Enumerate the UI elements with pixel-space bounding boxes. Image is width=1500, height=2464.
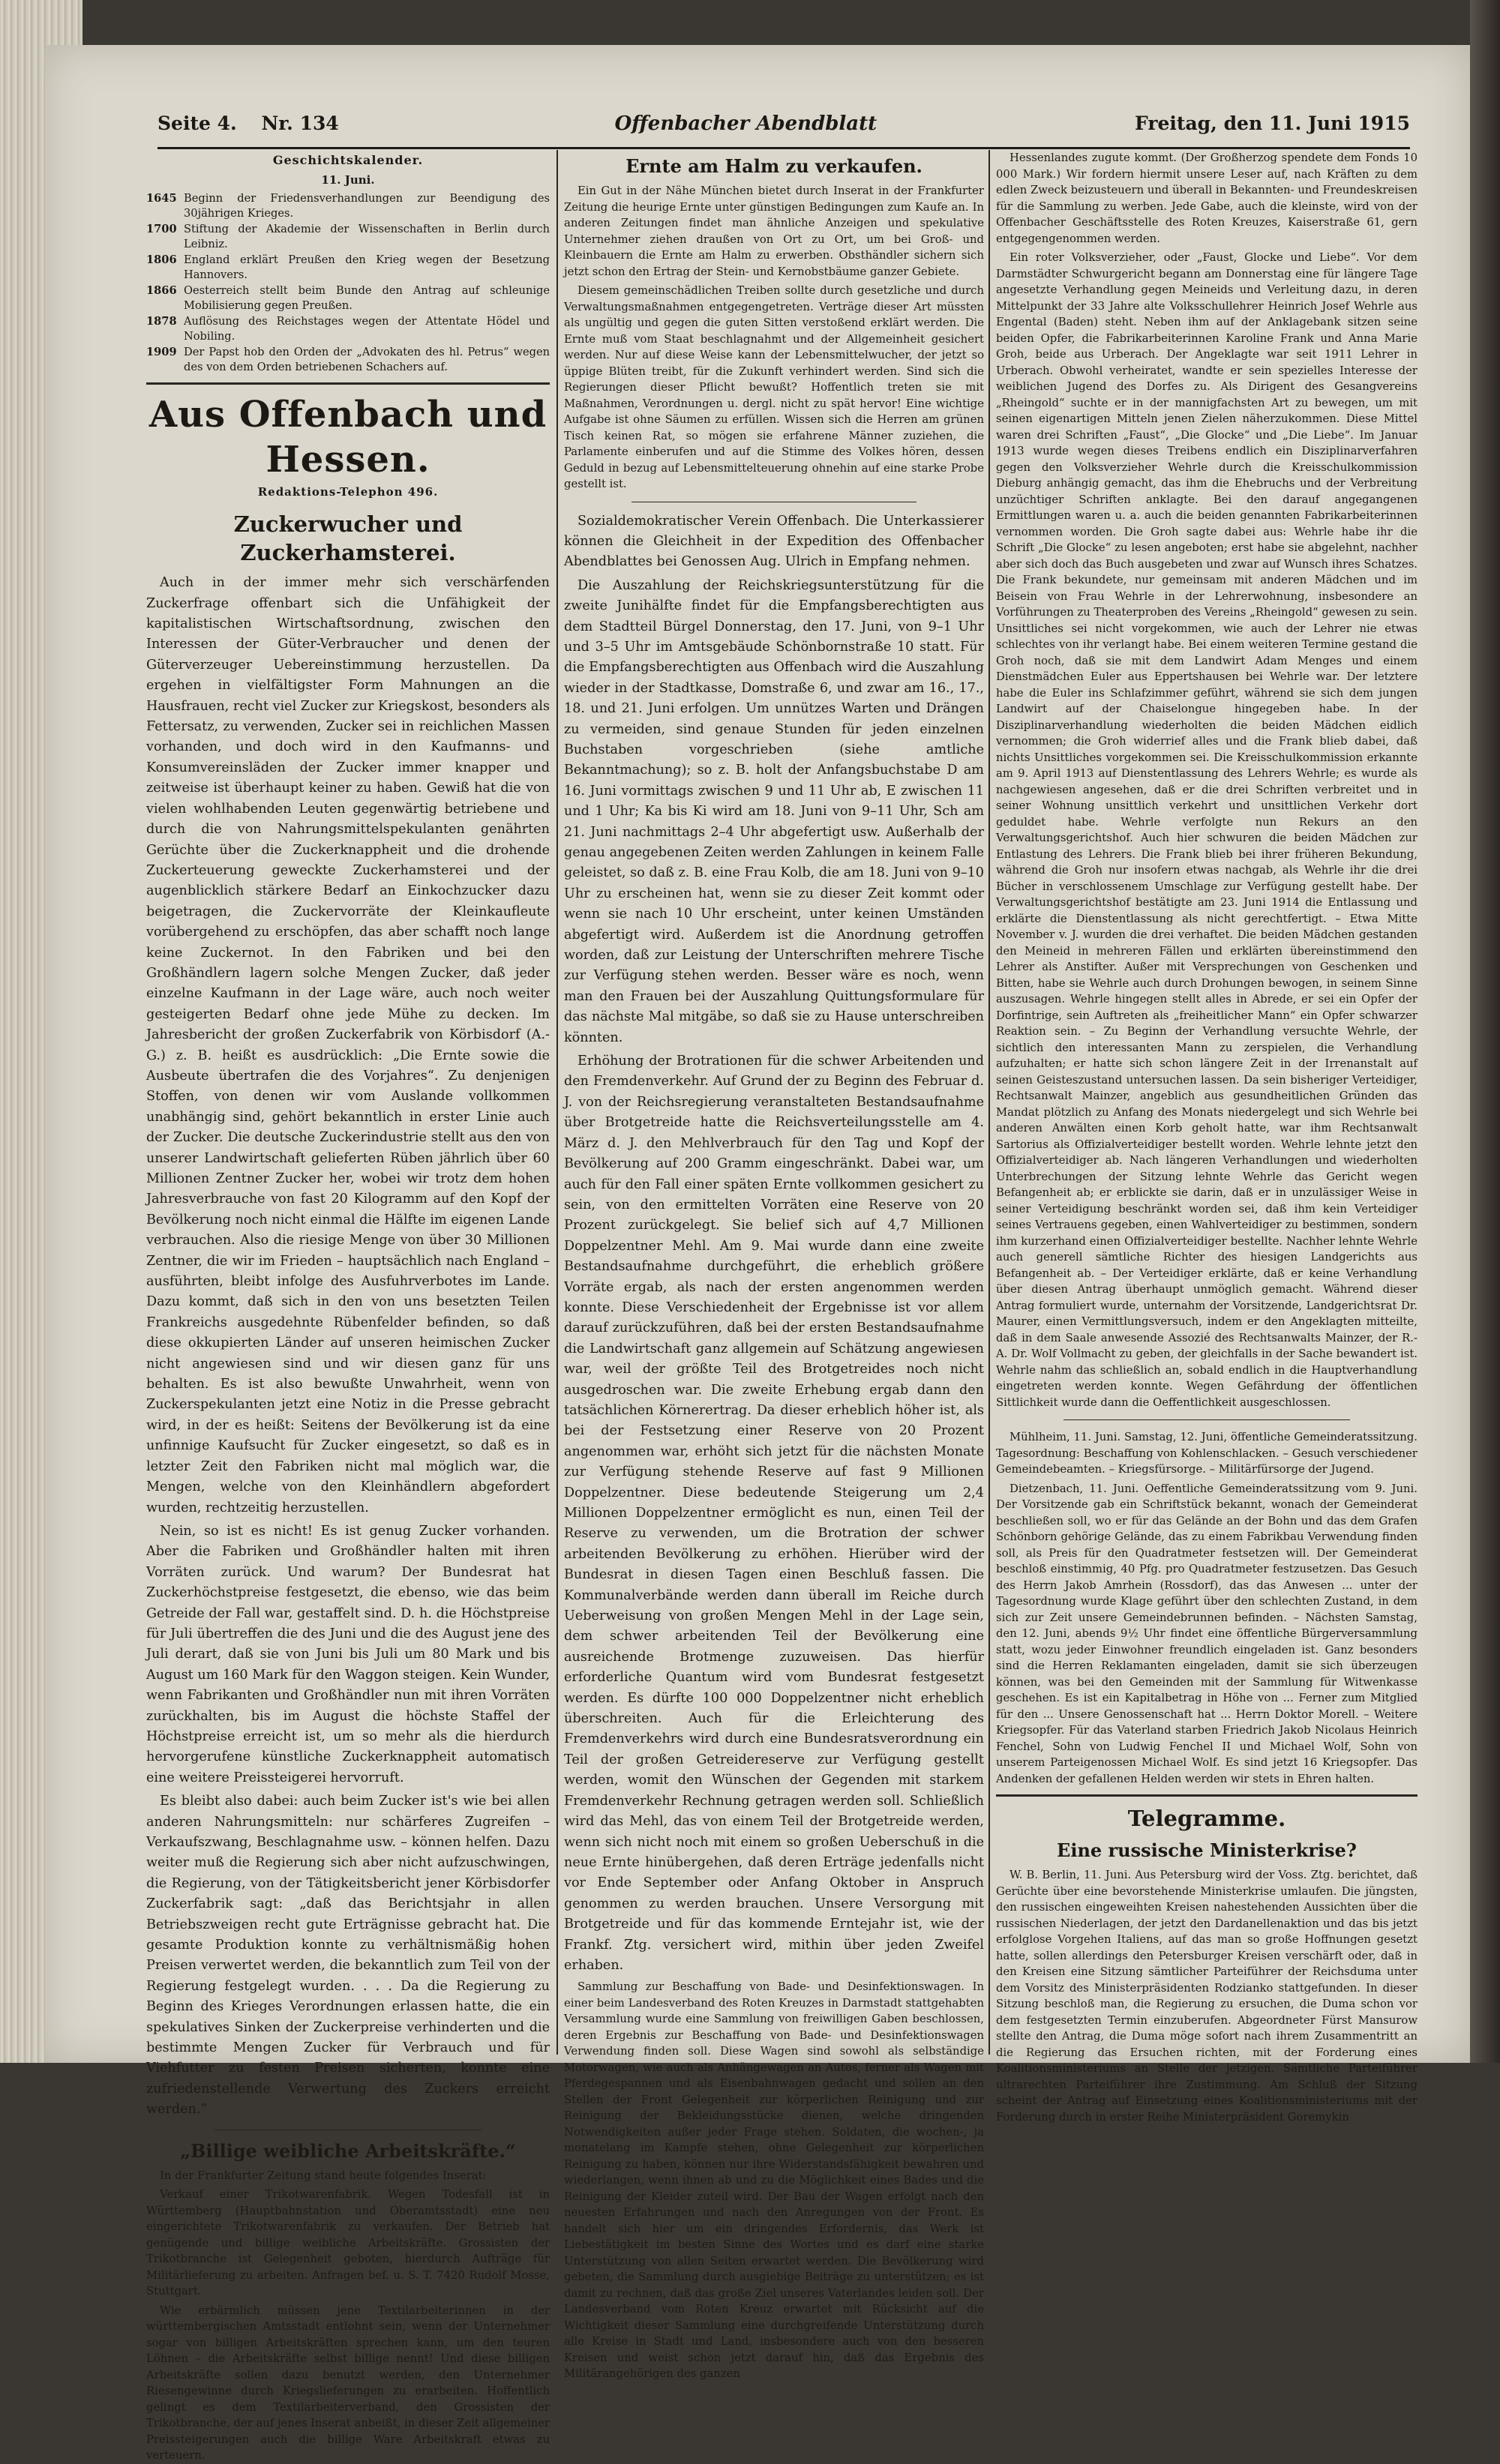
- calendar-entry: [146, 191, 550, 221]
- calendar-text: Stiftung der Akademie der Wissenschaften in Berlin durch Leibniz.: [184, 222, 550, 250]
- calendar-year: 1866: [146, 283, 177, 297]
- article-paragraph: Erhöhung der Brotrationen für die schwer Arbeitenden und den Fremdenverkehr. Auf Grund der zu Beginn des Februar d. J. von der Reichsregierung veranstalteten Bestandsaufnahme über Brotgetreide hatte die Reichsverteilungsstelle am 4. März d. J. den Mehlverbrauch für den Tag und Kopf der Bevölkerung auf 200 Gramm eingeschränkt. Dabei war, um auch für den Fall einer späten Ernte vollkommen gesichert zu sein, von den ermittelten Vorräten eine Reserve von 20 Prozent zurückgelegt. Sie belief sich auf 4,7 Millionen Doppelzentner Mehl. Am 9. Mai wurde dann eine zweite Bestandsaufnahme durchgeführt, die erheblich größere Vorräte ergab, als nach der ersten angenommen werden konnte. Diese Verschiedenheit der Ergebnisse ist vor allem darauf zurückzuführen, daß bei der ersten Bestandsaufnahme die Landwirtschaft ganz allgemein auf Schätzung angewiesen war, weil der größte Teil des Brotgetreides noch nicht ausgedroschen war. Die zweite Erhebung ergab dann den tatsächlichen Körnerertrag. Da dieser erheblich höher ist, als bei der Festsetzung einer Reserve von 20 Prozent angenommen war, erhöht sich jetzt für die nächsten Monate zur Verfügung stehende Reserve auf fast 9 Millionen Doppelzentner. Diese bedeutende Steigerung um 2,4 Millionen Doppelzentner ermöglicht es nun, einen Teil der Reserve zu verwenden, um die Brotration der schwer arbeitenden Bevölkerung zu erhöhen. Hierüber wird der Bundesrat in diesen Tagen einen Beschluß fassen. Die Kommunalverbände werden dann überall im Reiche durch Ueberweisung von großen Mengen Mehl in der Lage sein, dem schwer arbeitenden Teil der Bevölkerung eine ausreichende Brotmenge zuzuweisen. Das hierfür erforderliche Quantum wird vom Bundesrat festgesetzt werden. Es dürfte 100 000 Doppelzentner nicht erheblich überschreiten. Auch für die Erleichterung des Fremdenverkehrs wird durch eine Bundesratsverordnung ein Teil der großen Getreidereserve zur Verfügung gestellt werden, womit den Wünschen der Gegenden mit starkem Fremdenverkehr Rechnung getragen werden soll. Schließlich wird das Mehl, das von einem Teil der Brotgetreide werden, wenn sich nicht noch mit einem so großen Ueberschuß in die neue Ernte hinübergehen, daß deren Erträge jedenfalls nicht vor Ende September oder Anfang Oktober in Anspruch genommen zu werden brauchen. Unsere Versorgung mit Brotgetreide und für das kommende Erntejahr ist, wie der Frankf. Ztg. versichert wird, mithin über jeden Zweifel erhaben.: [564, 1054, 984, 1973]
- separator: [146, 382, 550, 385]
- page-shadow: [1470, 0, 1500, 2063]
- article-paragraph: In der Frankfurter Zeitung stand heute folgendes Inserat:: [160, 2169, 487, 2182]
- calendar-year: 1700: [146, 222, 177, 235]
- column-2: [564, 150, 984, 2381]
- calendar-text: England erklärt Preußen den Krieg wegen der Besetzung Hannovers.: [184, 253, 550, 281]
- page-header: [158, 112, 1410, 149]
- calendar-text: Oesterreich stellt beim Bunde den Antrag auf schleunige Mobilisierung gegen Preußen.: [184, 283, 550, 312]
- section-subtitle: Redaktions-Telephon 496.: [257, 484, 439, 499]
- calendar-entry: [146, 314, 550, 344]
- column-rule-1: [556, 150, 558, 2055]
- article-paragraph: Wie erbärmlich müssen jene Textilarbeiterinnen in der württembergischen Amtsstadt entlohnt sein, wenn der Unternehmer sogar von billigen Arbeitskräften sprechen kann, um den teuren Löhnen – die Arbeitskräfte selbst billige nennt! Und diese billigen Arbeitskräfte sollen dazu benutzt werden, den Unternehmer Riesengewinne durch Kriegslieferungen zu erarbeiten. Hoffentlich gelingt es dem Textilarbeiterverband, den Grossisten der Trikotbranche, der auf jenes Inserat anbeißt, in dieser Zeit allgemeiner Preissteigerungen auch die billige Ware Arbeitskraft etwas zu verteuern.: [146, 2304, 550, 2463]
- advertisement-quote: Verkauf einer Trikotwarenfabrik. Wegen Todesfall ist in Württemberg (Hauptbahnstation und Oberamtsstadt) eine neu eingerichtete Trikotwarenfabrik zu verkaufen. Der Betrieb hat genügende und billige weibliche Arbeitskräfte. Grossisten der Trikotbranche ist Gelegenheit geboten, hierdurch Aufträge für Militärlieferung zu arbeiten. Anfragen bef. u. S. T. 7420 Rudolf Mosse, Stuttgart.: [146, 2188, 550, 2298]
- header-left: [158, 112, 357, 134]
- article-paragraph: Dietzenbach, 11. Juni. Oeffentliche Gemeinderatssitzung vom 9. Juni. Der Vorsitzende gab ein Schriftstück bekannt, wonach der Gemeinderat beschließen soll, wo er für das Gelände an der Bohn und das dem Grafen Schönborn gehörige Gelände, das zu einem Fabrikbau Verwendung finden soll, als Preis für den Quadratmeter festsetzen will. Der Gemeinderat beschloß einstimmig, 40 Pfg. pro Quadratmeter festzusetzen. Das Gesuch des Herrn Jakob Amrhein (Rossdorf), das das Anwesen ... unter der Tagesordnung wurde Klage geführt über den schlechten Zustand, in dem sich zur Zeit unsere Gemeindebrunnen befinden. – Nächsten Samstag, den 12. Juni, abends 9½ Uhr findet eine öffentliche Bürgerversammlung statt, wozu jeder Einwohner freundlich eingeladen ist. Ganz besonders sind die Herren Reklamanten eingeladen, damit sie sich überzeugen können, was bei den Gemeinden mit der Sammlung für Witwenkasse geschehen. Es ist ein Kapitalbetrag in Höhe von ... Ferner zum Mitglied für den ... Unsere Genossenschaft hat ... Herrn Doktor Morell. – Weitere Kriegsopfer. Für das Vaterland starben Friedrich Jakob Nicolaus Heinrich Fenchel, Sohn von Ludwig Fenchel II und Michael Wolf, Sohn von unserem Parteigenossen Michael Wolf. Es sind jetzt 16 Kriegsopfer. Das Andenken der gefallenen Helden werden wir stets in Ehren halten.: [996, 1482, 1418, 1785]
- article-paragraph: Sozialdemokratischer Verein Offenbach. Die Unterkassierer können die Gleichheit in der Expedition des Offenbacher Abendblattes bei Genossen Aug. Ulrich in Empfang nehmen.: [564, 513, 984, 570]
- calendar-title: Geschichtskalender.: [272, 153, 424, 167]
- article-paragraph: Auch in der immer mehr sich verschärfenden Zuckerfrage offenbart sich die Unfähigkeit der kapitalistischen Wirtschaftsordnung, zwischen den Interessen der Güter-Verbraucher und denen der Güterverzeuger Uebereinstimmung herzustellen. Da ergehen in vielfältigster Form Mahnungen an die Hausfrauen, recht viel Zucker zur Kriegskost, besonders als Fettersatz, zu verwenden, Zucker sei in reichlichen Massen vorhanden, und doch wird in den Kaufmanns- und Konsumvereinsläden der Zucker immer knapper und zeitweise ist überhaupt keiner zu haben. Gewiß hat die von vielen wohlhabenden Leuten gegenwärtig betriebene und durch die von Nahrungsmittelspekulanten genährten Gerüchte über die Zuckerknappheit und die drohende Zuckerteuerung geweckte Zuckerhamsterei und der augenblicklich stärkere Bedarf an Einkochzucker dazu beigetragen, die Zuckervorräte der Kleinkaufleute vorübergehend zu erschöpfen, das aber schafft noch lange keine Zuckernot. In den Fabriken und bei den Großhändlern lagern solche Mengen Zucker, daß jeder einzelne Kaufmann in der Lage wäre, auch noch weiter gesteigerten Bedarf ohne jede Mühe zu decken. Im Jahresbericht der großen Zuckerfabrik von Körbisdorf (A.-G.) z. B. heißt es ausdrücklich: „Die Ernte sowie die Ausbeute übertrafen die des Vorjahres“. Zu denjenigen Stoffen, von denen wir vom Auslande vollkommen unabhängig sind, gehört bekanntlich in erster Linie auch der Zucker. Die deutsche Zuckerindustrie stellt aus den von unserer Landwirtschaft gelieferten Rüben jährlich über 60 Millionen Zentner Zucker her, wobei wir trotz dem hohen Jahresverbrauche von fast 20 Kilogramm auf den Kopf der Bevölkerung noch nicht einmal die Hälfte im eigenen Lande verbrauchen. Also die riesige Menge von über 30 Millionen Zentner, die wir im Frieden – hauptsächlich nach England – ausführten, bleibt infolge des Ausfuhrverbotes im Lande. Dazu kommt, daß sich in den von uns besetzten Teilen Frankreichs ausgedehnte Rübenfelder befinden, so daß diese okkupierten Länder auf unseren heimischen Zucker nicht angewiesen sind und wir diesen ganz für uns behalten. Es ist also bewußte Unwahrheit, wenn von Zuckerspekulanten jetzt eine Notiz in die Presse gebracht wird, in der es heißt: Seitens der Bevölkerung ist da eine unfinnige Kaufsucht für Zucker eingesetzt, so daß es in letzter Zeit den Fabriken nicht mal möglich war, die Mengen, welche von den Kleinhändlern abgefordert wurden, rechtzeitig herzustellen.: [146, 575, 550, 1515]
- calendar-year: 1909: [146, 345, 177, 358]
- page-number: Seite 4.: [158, 112, 237, 134]
- article-title: Ernte am Halm zu verkaufen.: [626, 155, 922, 177]
- column-rule-2: [988, 150, 990, 2055]
- calendar-entry: [146, 253, 550, 283]
- calendar-text: Auflösung des Reichstages wegen der Attentate Hödel und Nobiling.: [184, 314, 550, 343]
- calendar-text: Der Papst hob den Orden der „Advokaten des hl. Petrus“ wegen des von dem Orden betriebenen Schachers auf.: [184, 345, 550, 373]
- article-paragraph: Diesem gemeinschädlichen Treiben sollte durch gesetzliche und durch Verwaltungsmaßnahmen entgegengetreten. Verträge dieser Art müssten als ungültig und gegen die guten Sitten verstoßend erklärt werden. Die Ernte muß vom Staat beschlagnahmt und der Allgemeinheit gesichert werden. Nur auf diese Weise kann der Lebensmittelwucher, der jetzt so üppige Blüten treibt, für die Zukunft verhindert werden. Sind sich die Regierungen dieser Pflicht bewußt? Hoffentlich treten sie mit Maßnahmen, Verordnungen u. dergl. nicht zu spät hervor! Eine wichtige Aufgabe ist ohne Säumen zu erfüllen. Wissen sich die Herren am grünen Tisch keinen Rat, so mögen sie erfahrene Männer zuziehen, die Parlamente einberufen und auf die Stimme des Volkes hören, dessen Geduld in bezug auf Lebensmittelteuerung ohnehin auf eine starke Probe gestellt ist.: [564, 284, 984, 490]
- calendar-list: [146, 191, 550, 375]
- article-paragraph: Ein roter Volksverzieher, oder „Faust, Glocke und Liebe“. Vor dem Darmstädter Schwurgericht begann am Donnerstag eine für längere Tage angesetzte Verhandlung gegen Meineids und Verleitung dazu, in deren Mittelpunkt der 33 Jahre alte Volksschullehrer Heinrich Josef Wehrle aus Engental (Baden) steht. Neben ihm auf der Anklagebank sitzen seine beiden Opfer, die Fabrikarbeiterinnen Karoline Frank und Anna Marie Groh, beide aus Urberach. Der Angeklagte war seit 1911 Lehrer in Urberach. Obwohl verheiratet, wandte er sein spezielles Interesse der weiblichen Jugend des Dorfes zu. Als Dirigent des Gesangvereins „Rheingold“ suchte er in der mannigfachsten Art zu bewegen, um mit seinen eigenartigen Mitteln jenen Zielen näherzukommen. Diese Mittel waren drei Schriften „Faust“, „Die Glocke“ und „Die Liebe“. Im Januar 1913 wurde wegen dieses Treibens endlich ein Disziplinarverfahren gegen den Volksverzieher Wehrle durch die Kreisschulkommission Dieburg anhängig gemacht, das ihm die Ehebruchs und der Verbreitung unzüchtiger Schriften anklagte. Bei den darauf angegangenen Ermittlungen waren u. a. auch die beiden genannten Fabrikarbeiterinnen vernommen worden. Die Groh sagte dabei aus: Wehrle habe ihr die Schrift „Die Glocke“ zu lesen angeboten; erst habe sie abgelehnt, nachher aber sich doch das Buch ausgebeten und zwar auf Wunsch ihres Schatzes. Die Frank bekundete, nur gemeinsam mit anderen Mädchen und im Beisein von Frau Wehrle in der Lehrerwohnung, insbesondere an Vorführungen zu Theaterproben des Vereins „Rheingold“ gewesen zu sein. Unsittliches sei nicht vorgekommen, wie auch der Lehrer nie etwas schlechtes von ihr verlangt habe. Bei einem weiteren Termine gestand die Groh noch, daß sie mit dem Landwirt Adam Menges und einem Dienstmädchen Euler aus Eppertshausen bei Wehrle war. Der letztere habe die Euler ins Schlafzimmer geführt, während sie sich dem jungen Landwirt auf der Chaiselongue hingegeben habe. In der Disziplinarverhandlung wiederholten die beiden Mädchen eidlich vernommen; die Groh widerrief alles und die Frank blieb dabei, daß nichts Unsittliches vorgekommen sei. Die Kreisschulkommission erkannte am 9. April 1913 auf Dienstentlassung des Lehrers Wehrle; es wurde als nachgewiesen angesehen, daß er die drei Schriften verbreitet und in seiner Wohnung unsittlich verkehrt und unsittlichen Verkehr dort geduldet habe. Wehrle verfolgte nun Rekurs an den Verwaltungsgerichtshof. Auch hier schwuren die beiden Mädchen zur Entlastung des Lehrers. Die Frank blieb bei ihrer früheren Bekundung, während die Groh nur insofern etwas nachgab, als Wehrle ihr die drei Bücher in verschlossenem Umschlage zur Verfügung gestellt habe. Der Verwaltungsgerichtshof bestätigte am 23. Juni 1914 die Entlassung und erklärte die Dienstentlassung als nicht gerechtfertigt. – Etwa Mitte November v. J. wurden die drei verhaftet. Die beiden Mädchen gestanden den Meineid in mehreren Fällen und erklärten übereinstimmend den Lehrer als Anstifter. Außer mit Versprechungen von Geschenken und Bitten, habe sie Wehrle auch durch Drohungen bewogen, in seinem Sinne auszusagen. Wehrle hingegen stellt alles in Abrede, er sei ein Opfer der Dorfintrige, sein Auftreten als „freiheitlicher Mann“ ein Opfer schwarzer Reaktion sein. – Zu Beginn der Verhandlung versuchte Wehrle, der sichtlich den interessanten Mann zu zerspielen, die Verhandlung aufzuhalten; er hatte sich schon längere Zeit in der Irrenanstalt auf seinen Geisteszustand untersuchen lassen. Da sein bisheriger Verteidiger, Rechtsanwalt Mainzer, angeblich aus gesundheitlichen Gründen das Mandat plötzlich zu Anfang des Monats niedergelegt und sich Wehrle bei anderen Anwälten einen Korb geholt hatte, war ihm Rechtsanwalt Sartorius als Offizialverteidiger bestellt worden. Wehrle lehnte jetzt den Offizialverteidiger ab. Nach längeren Verhandlungen und wiederholten Unterbrechungen der Sitzung lehnte Wehrle das Gericht wegen Befangenheit ab; er erblickte sie darin, daß er in unzulässiger Weise in seiner Verteidigung beschränkt worden sei, daß ihm kein Verteidiger seines Vertrauens gegeben, einen Wahlverteidiger zu bestimmen, sondern ihm kurzerhand einen Offizialverteidiger bestellte. Nachher lehnte Wehrle auch generell sämtliche Richter des hiesigen Landgerichts aus Befangenheit ab. – Der Verteidiger erklärte, daß er keine Verhandlung über diesen Antrag überhaupt unmöglich gemacht. Während dieser Antrag formuliert wurde, unternahm der Vorsitzende, Landgerichtsrat Dr. Maurer, einen Vermittlungsversuch, indem er den Angeklagten mitteilte, daß in dem Saale anwesende Assozié des Rechtsanwalts Mainzer, der R.-A. Dr. Wolf Vollmacht zu geben, der gleichfalls in der Sache bewandert ist. Wehrle nahm das schließlich an, sobald endlich in die Hauptverhandlung eingetreten werden konnte. Wegen Gefährdung der öffentlichen Sittlichkeit wurde dann die Oeffentlichkeit ausgeschlossen.: [996, 251, 1418, 1409]
- separator: [996, 1794, 1418, 1797]
- calendar-entry: [146, 345, 550, 375]
- newspaper-name: Offenbacher Abendblatt: [614, 112, 878, 135]
- calendar-year: 1878: [146, 314, 177, 328]
- section-title: Aus Offenbach und Hessen.: [148, 393, 548, 481]
- article-paragraph: Nein, so ist es nicht! Es ist genug Zucker vorhanden. Aber die Fabriken und Großhändler halten mit ihren Vorräten zurück. Und warum? Der Bundesrat hat Zuckerhöchstpreise festgesetzt, die ebenso, wie das beim Getreide der Fall war, gestaffelt sind. D. h. die Höchstpreise für Juli übertreffen die des Juni und die des August jene des Juli derart, daß sie von Juni bis Juli um 80 Mark und bis August um 160 Mark für den Waggon steigen. Kein Wunder, wenn Fabrikanten und Großhändler nun mit ihren Vorräten zurückhalten, bis im August die höchste Staffel der Höchstpreise erreicht ist, um so mehr als die hierdurch hervorgerufene künstliche Zuckerknappheit automatisch eine weitere Preissteigerei hervorruft.: [146, 1523, 550, 1785]
- article-paragraph: Es bleibt also dabei: auch beim Zucker ist's wie bei allen anderen Nahrungsmitteln: nur schärferes Zugreifen – Verkaufszwang, Beschlagnahme usw. – können helfen. Dazu weiter muß die Regierung sich aber nicht aufzuschwingen, die Regierung, von der Tätigkeitsbericht jener Körbisdorfer Zuckerfabrik sagt: „daß das Berichtsjahr in allen Betriebszweigen recht gute Erträgnisse gebracht hat. Die gesamte Produktion konnte zu verhältnismäßig hohen Preisen verwertet werden, die bekanntlich zum Teil von der Regierung festgelegt wurden. . . . Da die Regierung zu Beginn des Krieges Verordnungen erlassen hatte, die ein spekulatives Sinken der Zuckerpreise verhinderten und die bestimmte Mengen Zucker für Verbrauch und für Viehfutter zu festen Preisen sicherten, konnte eine zufriedenstellende Verwertung des Zuckers erreicht werden.“: [146, 1794, 550, 2118]
- column-1: [146, 150, 550, 2463]
- calendar-entry: [146, 283, 550, 313]
- calendar-entry: [146, 222, 550, 252]
- article-paragraph: W. B. Berlin, 11. Juni. Aus Petersburg wird der Voss. Ztg. berichtet, daß Gerüchte über eine bevorstehende Ministerkrise umlaufen. Die jüngsten, den russischen eingeweihten Kreisen nahestehenden Aussichten über die russischen Niederlagen, der jetzt den Dardanellenaktion und das bis jetzt erfolglose Vorgehen Italiens, auf das man so große Hoffnungen gesetzt hatte, sollen allerdings den Petersburger Kreisen verschärft oder, daß in den Kreisen eine Sitzung sämtlicher Parteiführer der Reichsduma unter dem Vorsitz des Ministerpräsidenten Rodzianko stattgefunden. In dieser Sitzung beschloß man, die Regierung zu ersuchen, die Duma schon vor dem festgesetzten Termin einzuberufen. Abgeordneter Fürst Mansurow stellte den Antrag, die Duma möge sofort nach ihrem Zusammentritt an die Regierung das Ersuchen richten, mit der Forderung eines Koalitionsministeriums an Stelle der jetzigen. Sämtliche Parteiführer ultrarechten Parteiführer ihre Zustimmung. Am Schluß der Sitzung scheint der Antrag auf Einsetzung eines Koalitionsministeriums mit der Forderung durch in erster Reihe Ministerpräsident Goremykin: [996, 1869, 1418, 2124]
- issue-number: Nr. 134: [261, 112, 339, 134]
- article-title: Eine russische Ministerkrise?: [1057, 1839, 1357, 1861]
- telegram-section-title: Telegramme.: [1127, 1806, 1286, 1831]
- article-title: „Billige weibliche Arbeitskräfte.“: [180, 2139, 516, 2162]
- issue-date: Freitag, den 11. Juni 1915: [1135, 112, 1410, 134]
- calendar-year: 1806: [146, 253, 177, 266]
- calendar-year: 1645: [146, 191, 177, 205]
- separator: [1064, 1419, 1350, 1420]
- article-paragraph: Ein Gut in der Nähe München bietet durch Inserat in der Frankfurter Zeitung die heurige Ernte unter günstigen Bedingungen zum Kaufe an. In anderen Zeitungen findet man ähnliche Anzeigen und spekulative Unternehmer ziehen draußen von Ort zu Ort, um bei Groß- und Kleinbauern die Ernte am Halm zu erwerben. Obsthändler sichern sich jetzt schon den Ertrag der Stein- und Kernobstbäume ganzer Gebiete.: [564, 184, 984, 278]
- article-paragraph: Hessenlandes zugute kommt. (Der Großherzog spendete dem Fonds 10 000 Mark.) Wir fordern hiermit unsere Leser auf, nach Kräften zu dem edlen Zweck beizusteuern und überall in Bekannten- und Freundeskreisen für die Sammlung zu werben. Jede Gabe, auch die kleinste, wird von der Offenbacher Geschäftsstelle des Roten Kreuzes, Kaiserstraße 61, gern entgegengenommen werden.: [996, 151, 1418, 245]
- calendar-text: Beginn der Friedensverhandlungen zur Beendigung des 30jährigen Krieges.: [184, 191, 550, 220]
- article-paragraph: Mühlheim, 11. Juni. Samstag, 12. Juni, öffentliche Gemeinderatssitzung. Tagesordnung: Beschaffung von Kohlenschlacken. – Gesuch verschiedener Gemeindebeamten. – Kriegsfürsorge. – Militärfürsorge der Jugend.: [996, 1431, 1418, 1476]
- article-paragraph: Die Auszahlung der Reichskriegsunterstützung für die zweite Junihälfte findet für die Empfangsberechtigten aus dem Stadtteil Bürgel Donnerstag, den 17. Juni, von 9–1 Uhr und 3–5 Uhr im Amtsgebäude Schönbornstraße 10 statt. Für die Empfangsberechtigten aus Offenbach wird die Auszahlung wieder in der Stadtkasse, Domstraße 6, und zwar am 16., 17., 18. und 21. Juni erfolgen. Um unnützes Warten und Drängen zu vermeiden, sind genaue Stunden für jeden einzelnen Buchstaben vorgeschrieben (siehe amtliche Bekanntmachung); so z. B. holt der Anfangsbuchstabe D am 16. Juni vormittags zwischen 9 und 11 Uhr ab, E zwischen 11 und 1 Uhr; Ka bis Ki wird am 18. Juni von 9–11 Uhr, Sch am 21. Juni nachmittags 2–4 Uhr abgefertigt usw. Außerhalb der genau angegebenen Zeiten werden Zahlungen in keinem Falle geleistet, so daß z. B. eine Frau Kolb, die am 18. Juni von 9–10 Uhr zu erscheinen hat, wenn sie zu dieser Zeit kommt oder wenn sie nach 10 Uhr erscheint, unter keinen Umständen abgefertigt wird. Außerdem ist die Anordnung getroffen worden, daß zur Leistung der Unterschriften mehrere Tische zur Verfügung stehen werden. Besser wäre es noch, wenn man den Frauen bei der Auszahlung Quittungsformulare für das nächste Mal mitgäbe, so daß sie zu Hause unterschreiben könnten.: [564, 577, 984, 1045]
- column-3: [996, 150, 1418, 2124]
- article-title: Zuckerwucher und Zuckerhamsterei.: [233, 511, 463, 566]
- article-paragraph: Sammlung zur Beschaffung von Bade- und Desinfektionswagen. In einer beim Landesverband des Roten Kreuzes in Darmstadt stattgehabten Versammlung wurde eine Sammlung von freiwilligen Gaben beschlossen, deren Ergebnis zur Beschaffung von Bade- und Desinfektionswagen Verwendung finden soll. Diese Wagen sind sowohl als selbständige Motorwagen, wie auch als Anhängewagen an Autos, ferner als Wagen mit Pferdegespannen und als Eisenbahnwagen gedacht und sollen an den Stellen der Front Gelegenheit zur körperlichen Reinigung und zur Reinigung der Bekleidungsstücke dienen, welche dringenden Notwendigkeiten außer jeder Frage stehen. Soldaten, die wochen-, ja monatelang im Kampfe stehen, ohne Gelegenheit zur körperlichen Reinigung zu haben, können nur ihre Widerstandsfähigkeit bewahren und wiederlangen, wenn ihnen ab und zu die Möglichkeit eines Bades und die Reinigung der Kleider zuteil wird. Der Bau der Wagen erfolgt nach den neuesten Erfahrungen und nach den Anregungen von der Front. Es handelt sich hier um ein dringendes Erfordernis, das Werk ist Liebestätigkeit im besten Sinne des Wortes und es darf eine starke Unterstützung von allen Seiten erwartet werden. Die Bevölkerung wird gebeten, die Sammlung durch ausgiebige Beiträge zu unterstützen; es ist damit zu rechnen, daß das große Ziel unseres Vaterlandes leiden soll. Der Landesverband vom Roten Kreuz erwartet mit Rücksicht auf die Wichtigkeit dieser Sammlung eine durchgreifende Unterstützung durch alle Kreise in Stadt und Land, insbesondere auch von den besseren Kreisen und weist schon jetzt darauf hin, daß das Ergebnis des Militärangehörigen des ganzen: [564, 1980, 984, 2381]
- calendar-date: 11. Juni.: [321, 173, 375, 187]
